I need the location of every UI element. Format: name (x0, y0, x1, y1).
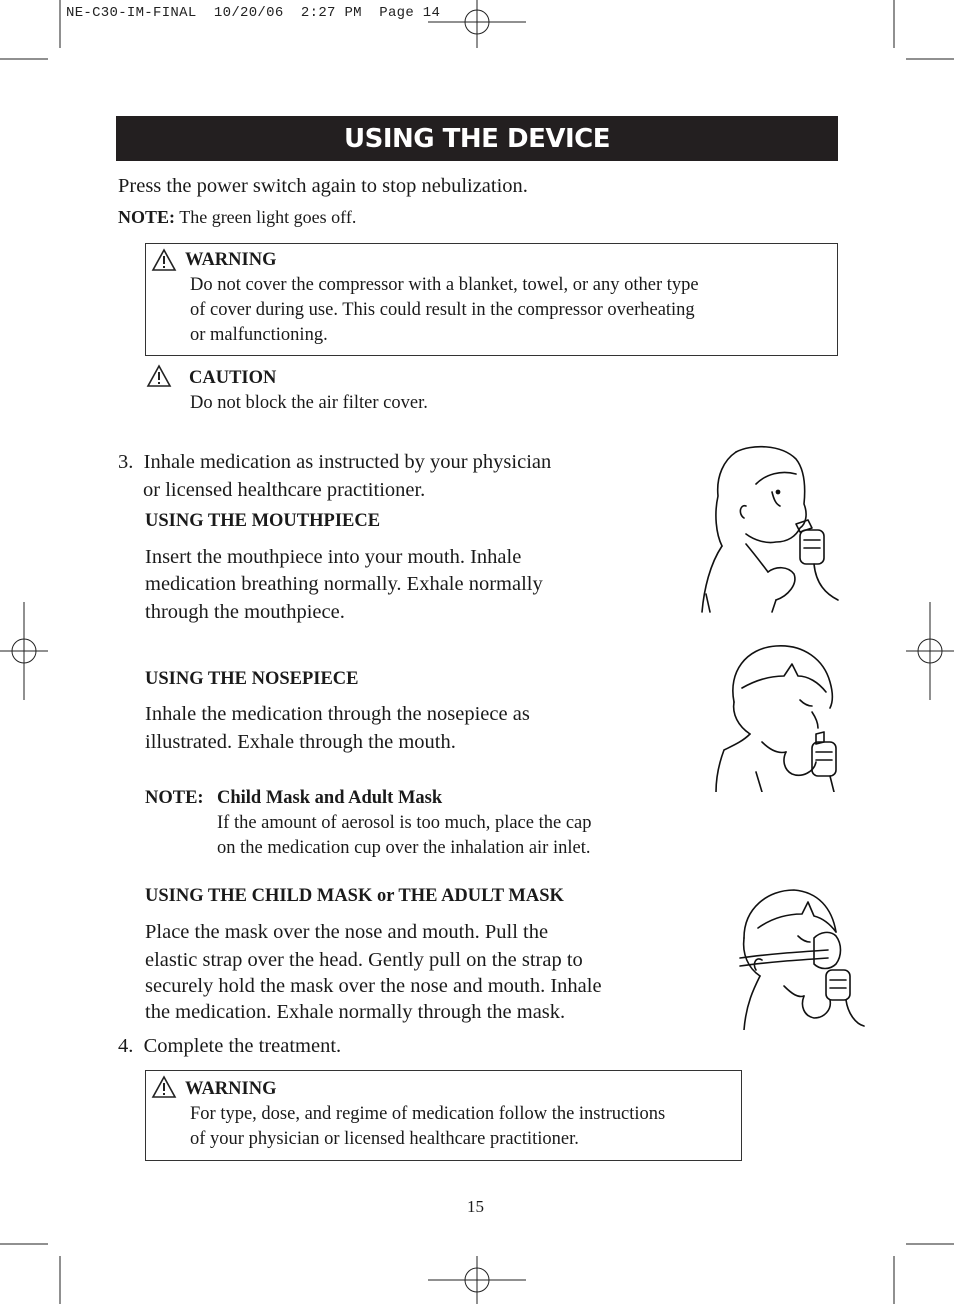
nosepiece-illustration (712, 642, 842, 792)
mask-line: the medication. Exhale normally through the mask. (145, 1001, 566, 1023)
warning-line: or malfunctioning. (190, 325, 328, 345)
page-number: 15 (467, 1197, 484, 1216)
intro-text: Press the power switch again to stop nebulization. (118, 175, 528, 197)
step4-text: 4. Complete the treatment. (118, 1035, 342, 1057)
note-text: The green light goes off. (179, 207, 357, 227)
registration-mark-icon (904, 602, 954, 700)
mask-heading: USING THE CHILD MASK or THE ADULT MASK (145, 886, 564, 906)
warning-line: of cover during use. This could result in the compressor overheating (190, 300, 695, 320)
mouthpiece-line: Insert the mouthpiece into your mouth. Inhale (145, 546, 522, 568)
warning-line: Do not cover the compressor with a blanket, towel, or any other type (190, 275, 699, 295)
step3-line: 3. Inhale medication as instructed by your physician (118, 451, 552, 473)
warning-box (145, 1070, 742, 1161)
mask-note-title: Child Mask and Adult Mask (217, 788, 443, 808)
warning-line: For type, dose, and regime of medication follow the instructions (190, 1104, 666, 1124)
registration-mark-icon (428, 1254, 526, 1304)
mask-line: securely hold the mask over the nose and mouth. Inhale (145, 975, 602, 997)
nosepiece-line: illustrated. Exhale through the mouth. (145, 731, 456, 753)
mask-note-line: on the medication cup over the inhalation air inlet. (217, 838, 591, 858)
warning-triangle-icon (146, 364, 172, 388)
mouthpiece-heading: USING THE MOUTHPIECE (145, 511, 381, 531)
mouthpiece-line: through the mouthpiece. (145, 601, 345, 623)
nosepiece-heading: USING THE NOSEPIECE (145, 669, 359, 689)
registration-mark-icon (428, 0, 526, 50)
section-banner (116, 116, 838, 161)
warning-title: WARNING (185, 1079, 277, 1099)
warning-title: WARNING (185, 250, 277, 270)
intro-note (118, 205, 356, 229)
registration-mark-icon (0, 602, 50, 700)
warning-triangle-icon (151, 248, 177, 272)
mask-note-line: If the amount of aerosol is too much, place the cap (217, 813, 592, 833)
warning-line: of your physician or licensed healthcare practitioner. (190, 1129, 579, 1149)
caution-text: Do not block the air filter cover. (190, 393, 428, 413)
note-label: NOTE: (118, 207, 176, 227)
mask-note-label: NOTE: (145, 788, 204, 808)
warning-box (145, 243, 838, 356)
step3-line: or licensed healthcare practitioner. (143, 479, 426, 501)
caution-title: CAUTION (189, 368, 277, 388)
mouthpiece-line: medication breathing normally. Exhale normally (145, 573, 543, 595)
nosepiece-line: Inhale the medication through the nosepiece as (145, 703, 530, 725)
mouthpiece-illustration (696, 444, 841, 616)
print-slug: NE-C30-IM-FINAL 10/20/06 2:27 PM Page 14 (66, 5, 441, 21)
warning-triangle-icon (151, 1075, 177, 1099)
mask-illustration (738, 888, 866, 1030)
mask-line: Place the mask over the nose and mouth. Pull the (145, 921, 549, 943)
mask-line: elastic strap over the head. Gently pull on the strap to (145, 949, 583, 971)
section-title: USING THE DEVICE (344, 123, 610, 154)
